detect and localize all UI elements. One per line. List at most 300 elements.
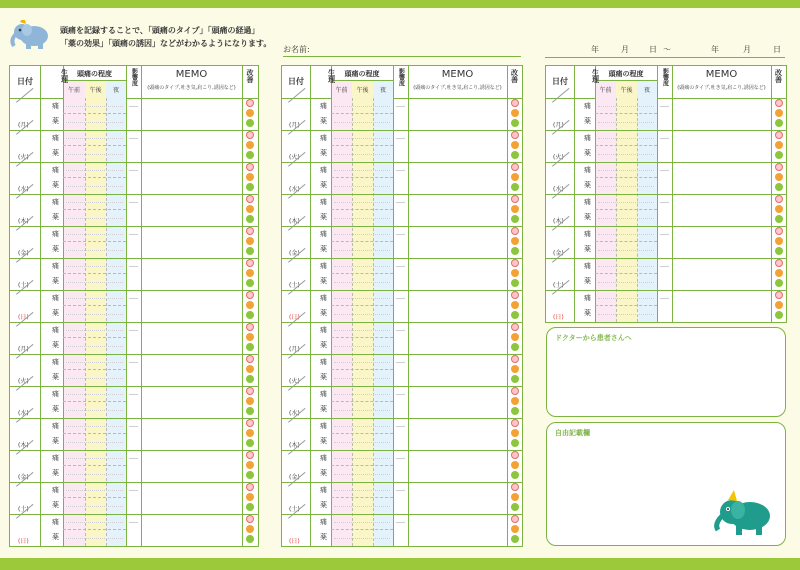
medicine-input[interactable] — [66, 250, 123, 251]
weekday-label: (土) — [18, 506, 29, 513]
face-neutral-icon[interactable] — [246, 461, 254, 469]
face-bad-icon[interactable] — [775, 195, 783, 203]
face-neutral-icon[interactable] — [511, 205, 519, 213]
face-good-icon[interactable] — [246, 215, 254, 223]
impact-input[interactable] — [396, 394, 405, 395]
memo-input[interactable] — [408, 162, 507, 194]
face-good-icon[interactable] — [246, 151, 254, 159]
header-morning: 午前 — [335, 87, 348, 94]
face-neutral-icon[interactable] — [511, 429, 519, 437]
severity-input[interactable] — [66, 266, 123, 267]
medicine-input[interactable] — [334, 378, 390, 379]
memo-input[interactable] — [141, 514, 242, 546]
severity-header-divider — [63, 80, 126, 81]
memo-input[interactable] — [408, 226, 507, 258]
face-good-icon[interactable] — [775, 151, 783, 159]
impact-input[interactable] — [396, 330, 405, 331]
face-neutral-icon[interactable] — [511, 173, 519, 181]
weekday-label: (水) — [18, 186, 29, 193]
medicine-input[interactable] — [66, 506, 123, 507]
face-bad-icon[interactable] — [246, 195, 254, 203]
face-good-icon[interactable] — [511, 439, 519, 447]
face-bad-icon[interactable] — [246, 99, 254, 107]
medicine-input[interactable] — [334, 506, 390, 507]
face-bad-icon[interactable] — [246, 323, 254, 331]
header-night: 夜 — [112, 87, 119, 94]
severity-mid-line — [63, 177, 126, 178]
face-bad-icon[interactable] — [246, 355, 254, 363]
header-severity: 頭痛の程度 — [608, 70, 644, 78]
face-neutral-icon[interactable] — [511, 301, 519, 309]
severity-input[interactable] — [334, 202, 390, 203]
face-bad-icon[interactable] — [246, 451, 254, 459]
face-neutral-icon[interactable] — [775, 269, 783, 277]
header-severity: 頭痛の程度 — [77, 70, 112, 78]
face-good-icon[interactable] — [246, 247, 254, 255]
memo-input[interactable] — [408, 290, 507, 322]
face-bad-icon[interactable] — [511, 99, 519, 107]
memo-input[interactable] — [408, 194, 507, 226]
face-neutral-icon[interactable] — [511, 109, 519, 117]
severity-input[interactable] — [334, 170, 390, 171]
weekday-label: (金) — [18, 250, 29, 257]
day-row — [10, 98, 258, 131]
face-good-icon[interactable] — [246, 183, 254, 191]
medicine-input[interactable] — [598, 122, 654, 123]
memo-input[interactable] — [408, 258, 507, 290]
impact-input[interactable] — [396, 202, 405, 203]
memo-input[interactable] — [408, 482, 507, 514]
severity-input[interactable] — [66, 426, 123, 427]
memo-input[interactable] — [141, 226, 242, 258]
medicine-input[interactable] — [334, 538, 390, 539]
face-bad-icon[interactable] — [511, 323, 519, 331]
severity-input[interactable] — [66, 298, 123, 299]
impact-input[interactable] — [129, 138, 138, 139]
face-good-icon[interactable] — [246, 375, 254, 383]
severity-mid-line — [331, 497, 393, 498]
memo-input[interactable] — [672, 98, 771, 130]
severity-input[interactable] — [66, 234, 123, 235]
face-good-icon[interactable] — [511, 375, 519, 383]
memo-input[interactable] — [141, 258, 242, 290]
weekday-label: (水) — [289, 410, 300, 417]
face-bad-icon[interactable] — [511, 227, 519, 235]
medicine-input[interactable] — [66, 410, 123, 411]
face-bad-icon[interactable] — [246, 387, 254, 395]
memo-input[interactable] — [141, 322, 242, 354]
face-good-icon[interactable] — [511, 535, 519, 543]
impact-input[interactable] — [129, 234, 138, 235]
impact-input[interactable] — [660, 106, 669, 107]
face-neutral-icon[interactable] — [775, 237, 783, 245]
face-bad-icon[interactable] — [511, 259, 519, 267]
severity-input[interactable] — [334, 522, 390, 523]
severity-input[interactable] — [66, 170, 123, 171]
day-row — [10, 290, 258, 323]
date-tilde: 〜 — [663, 45, 671, 54]
impact-input[interactable] — [396, 106, 405, 107]
face-neutral-icon[interactable] — [511, 237, 519, 245]
memo-input[interactable] — [408, 418, 507, 450]
severity-input[interactable] — [598, 234, 654, 235]
severity-input[interactable] — [66, 522, 123, 523]
face-bad-icon[interactable] — [775, 291, 783, 299]
medicine-input[interactable] — [334, 442, 390, 443]
face-good-icon[interactable] — [511, 279, 519, 287]
medicine-input[interactable] — [598, 314, 654, 315]
severity-mid-line — [331, 369, 393, 370]
severity-input[interactable] — [66, 490, 123, 491]
medicine-input[interactable] — [66, 154, 123, 155]
memo-input[interactable] — [408, 354, 507, 386]
face-good-icon[interactable] — [511, 311, 519, 319]
day-row — [546, 98, 786, 131]
face-good-icon[interactable] — [511, 215, 519, 223]
medicine-input[interactable] — [598, 154, 654, 155]
memo-input[interactable] — [141, 450, 242, 482]
impact-input[interactable] — [396, 490, 405, 491]
impact-input[interactable] — [660, 202, 669, 203]
face-good-icon[interactable] — [246, 279, 254, 287]
severity-input[interactable] — [66, 362, 123, 363]
severity-mid-line — [331, 529, 393, 530]
impact-input[interactable] — [129, 458, 138, 459]
severity-input[interactable] — [66, 458, 123, 459]
severity-input[interactable] — [598, 266, 654, 267]
medicine-label: 薬 — [584, 277, 591, 285]
pain-label: 痛 — [320, 326, 327, 334]
impact-input[interactable] — [396, 266, 405, 267]
medicine-input[interactable] — [66, 282, 123, 283]
impact-input[interactable] — [396, 138, 405, 139]
face-good-icon[interactable] — [246, 439, 254, 447]
impact-input[interactable] — [129, 426, 138, 427]
face-bad-icon[interactable] — [246, 131, 254, 139]
memo-input[interactable] — [141, 194, 242, 226]
severity-input[interactable] — [66, 138, 123, 139]
face-good-icon[interactable] — [511, 151, 519, 159]
memo-input[interactable] — [672, 258, 771, 290]
medicine-label: 薬 — [320, 277, 327, 285]
face-neutral-icon[interactable] — [511, 365, 519, 373]
severity-input[interactable] — [66, 202, 123, 203]
severity-input[interactable] — [334, 394, 390, 395]
face-good-icon[interactable] — [246, 119, 254, 127]
medicine-label: 薬 — [52, 149, 59, 157]
severity-input[interactable] — [598, 170, 654, 171]
face-good-icon[interactable] — [246, 471, 254, 479]
medicine-input[interactable] — [334, 250, 390, 251]
memo-input[interactable] — [408, 322, 507, 354]
face-bad-icon[interactable] — [246, 163, 254, 171]
memo-input[interactable] — [141, 290, 242, 322]
severity-header-divider — [595, 80, 657, 81]
impact-input[interactable] — [396, 362, 405, 363]
weekday-label: (土) — [289, 506, 300, 513]
impact-input[interactable] — [396, 522, 405, 523]
face-bad-icon[interactable] — [775, 163, 783, 171]
severity-input[interactable] — [334, 426, 390, 427]
weekday-label: (月) — [18, 346, 29, 353]
face-bad-icon[interactable] — [246, 483, 254, 491]
medicine-input[interactable] — [334, 122, 390, 123]
face-bad-icon[interactable] — [775, 131, 783, 139]
face-bad-icon[interactable] — [511, 163, 519, 171]
memo-input[interactable] — [672, 130, 771, 162]
pain-label: 痛 — [52, 294, 59, 302]
medicine-input[interactable] — [598, 186, 654, 187]
memo-input[interactable] — [141, 482, 242, 514]
medicine-input[interactable] — [334, 186, 390, 187]
impact-input[interactable] — [660, 234, 669, 235]
face-bad-icon[interactable] — [246, 227, 254, 235]
medicine-input[interactable] — [598, 250, 654, 251]
medicine-input[interactable] — [334, 474, 390, 475]
medicine-input[interactable] — [66, 346, 123, 347]
severity-input[interactable] — [334, 330, 390, 331]
face-bad-icon[interactable] — [246, 419, 254, 427]
severity-input[interactable] — [598, 138, 654, 139]
medicine-input[interactable] — [334, 154, 390, 155]
face-neutral-icon[interactable] — [246, 493, 254, 501]
impact-input[interactable] — [129, 522, 138, 523]
severity-input[interactable] — [334, 298, 390, 299]
face-bad-icon[interactable] — [246, 515, 254, 523]
impact-input[interactable] — [396, 234, 405, 235]
face-neutral-icon[interactable] — [246, 301, 254, 309]
face-neutral-icon[interactable] — [775, 109, 783, 117]
memo-input[interactable] — [408, 130, 507, 162]
face-good-icon[interactable] — [775, 311, 783, 319]
face-bad-icon[interactable] — [775, 227, 783, 235]
memo-input[interactable] — [408, 514, 507, 546]
severity-input[interactable] — [334, 490, 390, 491]
medicine-input[interactable] — [66, 314, 123, 315]
memo-input[interactable] — [141, 354, 242, 386]
severity-input[interactable] — [598, 202, 654, 203]
face-neutral-icon[interactable] — [246, 205, 254, 213]
pain-label: 痛 — [320, 358, 327, 366]
face-neutral-icon[interactable] — [246, 269, 254, 277]
severity-input[interactable] — [598, 106, 654, 107]
medicine-input[interactable] — [334, 218, 390, 219]
severity-input[interactable] — [66, 394, 123, 395]
impact-input[interactable] — [129, 266, 138, 267]
impact-input[interactable] — [129, 394, 138, 395]
face-bad-icon[interactable] — [511, 451, 519, 459]
face-good-icon[interactable] — [511, 247, 519, 255]
face-bad-icon[interactable] — [511, 515, 519, 523]
header-impact: 影響度 — [397, 68, 405, 86]
face-neutral-icon[interactable] — [511, 333, 519, 341]
face-good-icon[interactable] — [511, 119, 519, 127]
memo-input[interactable] — [408, 386, 507, 418]
face-neutral-icon[interactable] — [775, 173, 783, 181]
medicine-input[interactable] — [66, 186, 123, 187]
face-good-icon[interactable] — [775, 279, 783, 287]
memo-input[interactable] — [672, 162, 771, 194]
date-day-label: 日 — [649, 45, 657, 54]
severity-mid-line — [331, 241, 393, 242]
memo-input[interactable] — [672, 226, 771, 258]
face-good-icon[interactable] — [511, 183, 519, 191]
face-neutral-icon[interactable] — [511, 269, 519, 277]
face-good-icon[interactable] — [246, 503, 254, 511]
medicine-input[interactable] — [66, 378, 123, 379]
impact-input[interactable] — [396, 426, 405, 427]
impact-input[interactable] — [129, 170, 138, 171]
impact-input[interactable] — [660, 266, 669, 267]
name-field-line[interactable] — [283, 56, 521, 57]
severity-input[interactable] — [334, 138, 390, 139]
severity-input[interactable] — [334, 362, 390, 363]
weekday-label: (金) — [18, 474, 29, 481]
face-bad-icon[interactable] — [511, 131, 519, 139]
medicine-input[interactable] — [334, 314, 390, 315]
impact-input[interactable] — [129, 330, 138, 331]
pain-label: 痛 — [320, 198, 327, 206]
face-bad-icon[interactable] — [511, 387, 519, 395]
face-neutral-icon[interactable] — [246, 141, 254, 149]
memo-input[interactable] — [408, 98, 507, 130]
day-row — [10, 194, 258, 227]
face-bad-icon[interactable] — [775, 259, 783, 267]
impact-input[interactable] — [129, 298, 138, 299]
severity-input[interactable] — [334, 458, 390, 459]
severity-header-divider — [331, 80, 393, 81]
face-bad-icon[interactable] — [511, 483, 519, 491]
impact-input[interactable] — [396, 170, 405, 171]
memo-input[interactable] — [141, 130, 242, 162]
memo-input[interactable] — [141, 386, 242, 418]
face-neutral-icon[interactable] — [775, 301, 783, 309]
face-neutral-icon[interactable] — [246, 173, 254, 181]
medicine-input[interactable] — [334, 282, 390, 283]
impact-input[interactable] — [396, 298, 405, 299]
face-good-icon[interactable] — [246, 535, 254, 543]
face-good-icon[interactable] — [775, 215, 783, 223]
face-neutral-icon[interactable] — [246, 237, 254, 245]
medicine-input[interactable] — [598, 282, 654, 283]
impact-input[interactable] — [129, 362, 138, 363]
face-neutral-icon[interactable] — [246, 525, 254, 533]
medicine-input[interactable] — [66, 122, 123, 123]
face-neutral-icon[interactable] — [246, 109, 254, 117]
medicine-input[interactable] — [334, 346, 390, 347]
face-good-icon[interactable] — [775, 247, 783, 255]
impact-input[interactable] — [129, 106, 138, 107]
medicine-input[interactable] — [66, 538, 123, 539]
impact-input[interactable] — [129, 490, 138, 491]
medicine-input[interactable] — [598, 218, 654, 219]
day-row — [10, 162, 258, 195]
severity-input[interactable] — [66, 330, 123, 331]
pain-label: 痛 — [584, 198, 591, 206]
face-neutral-icon[interactable] — [511, 493, 519, 501]
medicine-label: 薬 — [320, 309, 327, 317]
impact-input[interactable] — [660, 138, 669, 139]
face-bad-icon[interactable] — [246, 291, 254, 299]
face-good-icon[interactable] — [775, 183, 783, 191]
face-neutral-icon[interactable] — [511, 141, 519, 149]
header-severity: 頭痛の程度 — [344, 70, 380, 78]
weekday-label: (火) — [18, 378, 29, 385]
memo-input[interactable] — [672, 194, 771, 226]
face-neutral-icon[interactable] — [246, 429, 254, 437]
severity-input[interactable] — [334, 234, 390, 235]
face-good-icon[interactable] — [511, 471, 519, 479]
face-neutral-icon[interactable] — [246, 397, 254, 405]
face-neutral-icon[interactable] — [511, 525, 519, 533]
medicine-input[interactable] — [66, 218, 123, 219]
weekday-label: (日) — [553, 314, 564, 321]
impact-input[interactable] — [129, 202, 138, 203]
face-good-icon[interactable] — [775, 119, 783, 127]
date-range-field[interactable] — [545, 44, 785, 58]
face-good-icon[interactable] — [246, 311, 254, 319]
memo-input[interactable] — [141, 162, 242, 194]
face-good-icon[interactable] — [511, 503, 519, 511]
face-bad-icon[interactable] — [511, 355, 519, 363]
severity-mid-line — [331, 145, 393, 146]
day-row — [282, 194, 522, 227]
face-neutral-icon[interactable] — [246, 333, 254, 341]
header-memo-sub: (頭痛のタイプ,吐き気,肩こり,誘因など) — [413, 85, 502, 91]
severity-input[interactable] — [66, 106, 123, 107]
severity-input[interactable] — [598, 298, 654, 299]
face-good-icon[interactable] — [511, 407, 519, 415]
pain-label: 痛 — [52, 358, 59, 366]
face-bad-icon[interactable] — [246, 259, 254, 267]
memo-input[interactable] — [672, 290, 771, 322]
face-bad-icon[interactable] — [775, 99, 783, 107]
face-good-icon[interactable] — [246, 407, 254, 415]
medicine-input[interactable] — [66, 442, 123, 443]
day-row — [546, 258, 786, 291]
severity-input[interactable] — [334, 106, 390, 107]
face-neutral-icon[interactable] — [246, 365, 254, 373]
severity-mid-line — [331, 177, 393, 178]
face-bad-icon[interactable] — [511, 419, 519, 427]
face-good-icon[interactable] — [511, 343, 519, 351]
medicine-label: 薬 — [320, 501, 327, 509]
severity-input[interactable] — [334, 266, 390, 267]
free-note-title: 自由記載欄 — [555, 429, 590, 437]
face-neutral-icon[interactable] — [775, 205, 783, 213]
face-bad-icon[interactable] — [511, 195, 519, 203]
face-neutral-icon[interactable] — [511, 397, 519, 405]
impact-input[interactable] — [660, 170, 669, 171]
pain-label: 痛 — [320, 166, 327, 174]
impact-input[interactable] — [396, 458, 405, 459]
medicine-label: 薬 — [52, 405, 59, 413]
memo-input[interactable] — [141, 418, 242, 450]
medicine-input[interactable] — [66, 474, 123, 475]
medicine-input[interactable] — [334, 410, 390, 411]
face-neutral-icon[interactable] — [511, 461, 519, 469]
face-neutral-icon[interactable] — [775, 141, 783, 149]
pain-label: 痛 — [52, 486, 59, 494]
pain-label: 痛 — [320, 230, 327, 238]
memo-input[interactable] — [408, 450, 507, 482]
face-bad-icon[interactable] — [511, 291, 519, 299]
memo-input[interactable] — [141, 98, 242, 130]
impact-input[interactable] — [660, 298, 669, 299]
diary-table-2 — [281, 65, 523, 547]
doctor-note-panel[interactable] — [546, 327, 786, 417]
face-good-icon[interactable] — [246, 343, 254, 351]
